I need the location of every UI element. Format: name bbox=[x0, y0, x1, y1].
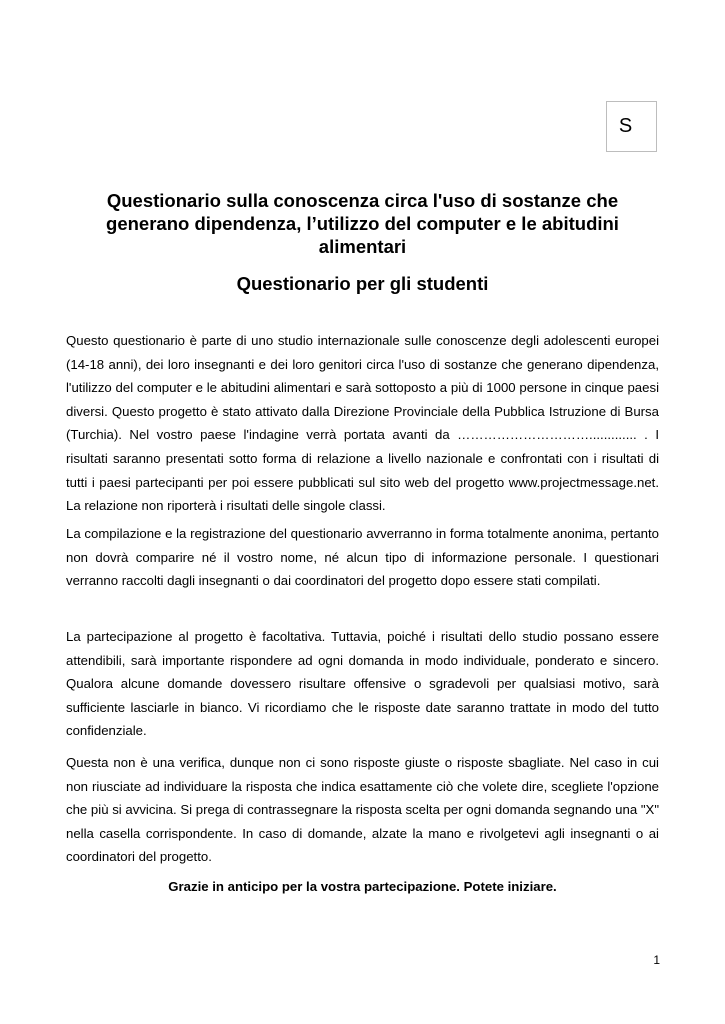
participation-paragraph: La partecipazione al progetto è facoltativa. Tuttavia, poiché i risultati dello studio possano essere attendibili, sarà importante rispondere ad ogni domanda in modo individuale, ponderato e sincero. Qualora alcune domande dovessero risultare offensive o sgradevoli per qualsiasi motivo, sarà sufficiente lasciarle in bianco. Vi ricordiamo che le risposte date saranno trattate in modo del tutto confidenziale. bbox=[66, 629, 659, 739]
document-title: Questionario sulla conoscenza circa l'uso di sostanze che generano dipendenza, l’utilizzo del computer e le abitudini alimentari bbox=[106, 190, 619, 257]
intro-paragraph: Questo questionario è parte di uno studio internazionale sulle conoscenze degli adolescenti europei (14-18 anni), dei loro insegnanti e dei loro genitori circa l'uso di sostanze che generano dipendenza, l'utilizzo del computer e le abitudini alimentari e sarà sottoposto a più di 1000 persone in cinque paesi diversi. Questo progetto è stato attivato dalla Direzione Provinciale della Pubblica Istruzione di Bursa (Turchia). Nel vostro paese l'indagine verrà portata avanti da …………………………............. . I risultati saranno presentati sotto forma di relazione a livello nazionale e confrontati con i risultati di tutti i paesi partecipanti per poi essere pubblicati sul sito web del progetto www.projectmessage.net. La relazione non riporterà i risultati delle singole classi. bbox=[66, 333, 659, 514]
anonymity-paragraph: La compilazione e la registrazione del questionario avverranno in forma totalmente anonima, pertanto non dovrà comparire né il vostro nome, né alcun tipo di informazione personale. I questionari verranno raccolti dagli insegnanti o dai coordinatori del progetto dopo essere stati compilati. bbox=[66, 526, 659, 589]
document-subtitle: Questionario per gli studenti bbox=[236, 273, 489, 294]
instructions-paragraph: Questa non è una verifica, dunque non ci sono risposte giuste o risposte sbagliate. Nel caso in cui non riusciate ad individuare la risposta che indica esattamente ciò che volete dire, scegliete l'opzione che più si avvicina. Si prega di contrassegnare la risposta scelta per ogni domanda segnando una "X" nella casella corrispondente. In caso di domande, alzate la mano e rivolgetevi agli insegnanti o ai coordinatori del progetto. bbox=[66, 755, 659, 865]
questionnaire-code-box bbox=[606, 101, 657, 152]
page-number: 1 bbox=[653, 953, 660, 967]
questionnaire-code: S bbox=[618, 115, 633, 137]
closing-text: Grazie in anticipo per la vostra partecipazione. Potete iniziare. bbox=[168, 879, 557, 894]
